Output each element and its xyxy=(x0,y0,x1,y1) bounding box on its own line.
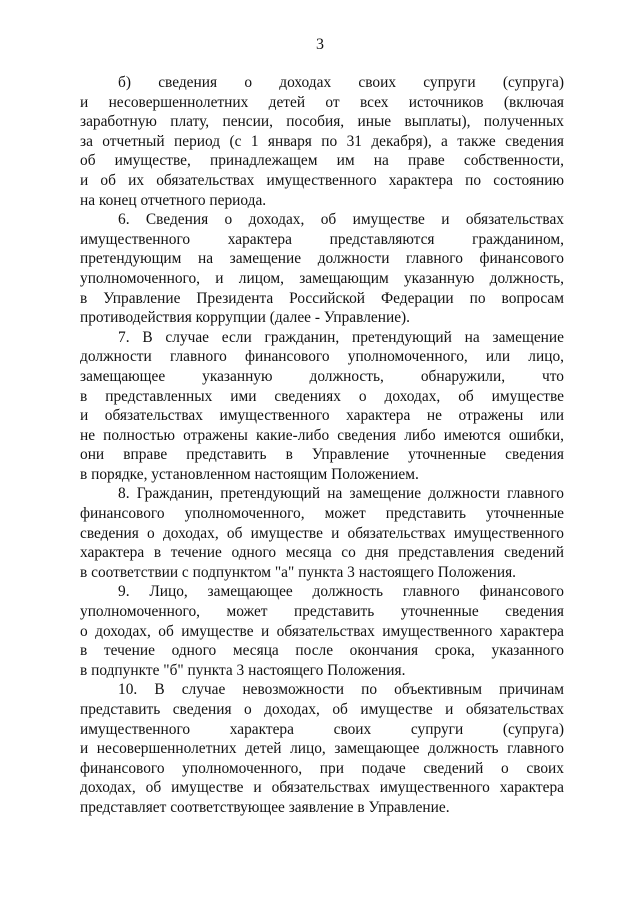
text-line: и несовершеннолетних детей лицо, замещающее должность главного xyxy=(80,740,564,758)
text-line: замещающее указанную должность, обнаружили, что xyxy=(80,367,564,385)
text-line: должности главного финансового уполномоченного, или лицо, xyxy=(80,348,564,366)
text-line: финансового уполномоченного, может представить уточненные xyxy=(80,505,564,523)
text-line: уполномоченного, и лицом, замещающим указанную должность, xyxy=(80,269,564,287)
text-line: о доходах, об имуществе и обязательствах имущественного характера xyxy=(80,622,564,640)
text-line: 10. В случае невозможности по объективным причинам xyxy=(118,681,564,699)
text-line: 7. В случае если гражданин, претендующий на замещение xyxy=(118,328,564,346)
text-line: об имуществе, принадлежащем им на праве собственности, xyxy=(80,152,564,170)
paragraph-6 xyxy=(80,210,564,328)
text-line: б) сведения о доходах своих супруги (супруга) xyxy=(118,74,564,91)
text-line: заработную плату, пенсии, пособия, иные выплаты), полученных xyxy=(80,113,564,131)
text-line: представить сведения о доходах, об имуществе и обязательствах xyxy=(80,701,564,718)
text-line: и обязательствах имущественного характера не отражены или xyxy=(80,407,564,425)
text-line: они вправе представить в Управление уточненные сведения xyxy=(80,446,564,464)
text-line: финансового уполномоченного, при подаче сведений о своих xyxy=(80,759,564,777)
text-line: 8. Гражданин, претендующий на замещение должности главного xyxy=(118,485,564,503)
paragraph-9 xyxy=(80,582,564,680)
text-line: уполномоченного, может представить уточненные сведения xyxy=(80,603,564,621)
paragraph-7 xyxy=(80,328,564,485)
paragraph-8 xyxy=(80,484,564,582)
text-line: в течение одного месяца после окончания срока, указанного xyxy=(80,642,564,660)
text-line: претендующим на замещение должности главного финансового xyxy=(80,250,564,268)
text-line: в подпункте "б" пункта 3 настоящего Положения. xyxy=(80,661,406,679)
document-body xyxy=(80,73,564,818)
text-line: в соответствии с подпунктом "а" пункта 3 настоящего Положения. xyxy=(80,563,517,581)
text-line: 6. Сведения о доходах, об имуществе и обязательствах xyxy=(118,211,564,229)
text-line: представляет соответствующее заявление в Управление. xyxy=(80,798,450,816)
text-line: на конец отчетного периода. xyxy=(80,191,267,209)
text-line: и об их обязательствах имущественного характера по состоянию xyxy=(80,171,564,189)
text-line: за отчетный период (с 1 января по 31 декабря), а также сведения xyxy=(80,132,564,150)
text-line: характера в течение одного месяца со дня представления сведений xyxy=(80,544,564,562)
text-line: в представленных ими сведениях о доходах, об имуществе xyxy=(80,387,564,405)
paragraph-item-b xyxy=(80,73,564,210)
text-line: доходах, об имуществе и обязательствах имущественного характера xyxy=(80,779,564,797)
text-line: противодействия коррупции (далее - Управление). xyxy=(80,309,410,327)
text-line: 9. Лицо, замещающее должность главного финансового xyxy=(118,583,564,601)
text-line: имущественного характера представляются гражданином, xyxy=(80,230,564,248)
text-line: не полностью отражены какие-либо сведения либо имеются ошибки, xyxy=(80,426,564,444)
text-line: и несовершеннолетних детей от всех источников (включая xyxy=(80,93,564,111)
paragraph-10 xyxy=(80,680,564,817)
text-line: имущественного характера своих супруги (супруга) xyxy=(80,720,564,738)
page-number: 3 xyxy=(316,36,324,53)
text-line: в Управление Президента Российской Федерации по вопросам xyxy=(80,289,564,307)
text-line: сведения о доходах, об имуществе и обязательствах имущественного xyxy=(80,524,564,542)
text-line: в порядке, установленном настоящим Положением. xyxy=(80,465,419,483)
